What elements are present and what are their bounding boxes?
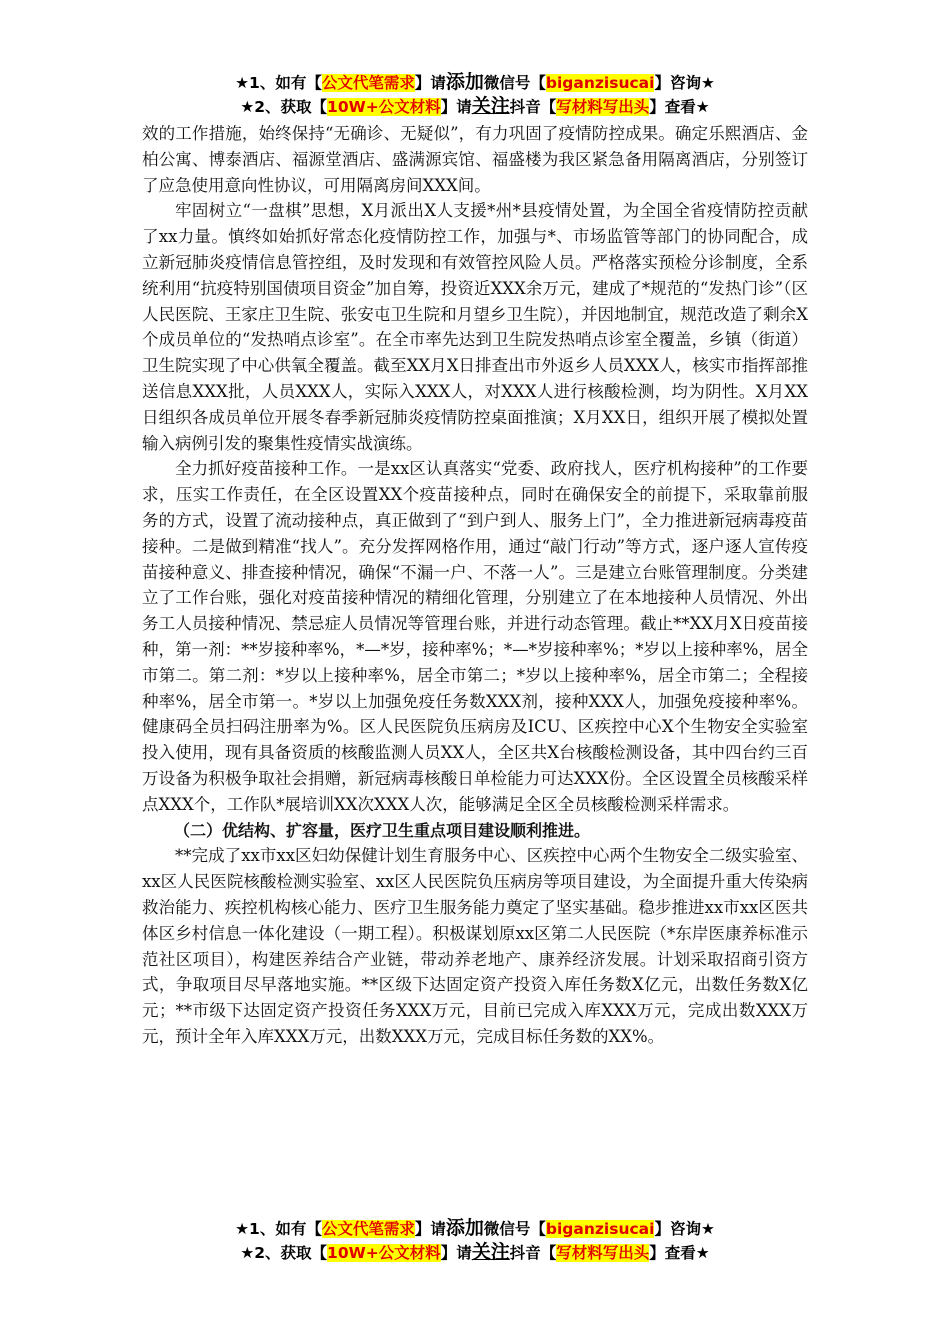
banner-text: 微信号【 <box>483 1220 546 1238</box>
paragraph-key-projects: **完成了xx市xx区妇幼保健计划生育服务中心、区疾控中心两个生物安全二级实验室、xx区人民医院核酸检测实验室、xx区人民医院负压病房等项目建设，为全面提升重大传染病救治能力、疾控机构核心能力、医疗卫生服务能力奠定了坚实基础。稳步推进xx市xx区医共体区乡村信息一体化建设（一期工程）。积极谋划原xx区第二人民医院（*东岸医康养标准示范社区项目），构建医养结合产业链，带动养老地产、康养经济发展。计划采取招商引资方式，争取项目尽早落地实施。**区级下达固定资产投资入库任务数X亿元，出数任务数X亿元；**市级下达固定资产投资任务XXX万元，目前已完成入库XXX万元，完成出数XXX万元，预计全年入库XXX万元，出数XXX万元，完成目标任务数的XX%。 <box>142 846 808 1046</box>
banner-text: 抖音【 <box>509 98 557 116</box>
banner-text: 】请 <box>440 98 472 116</box>
section-heading: （二）优结构、扩容量，医疗卫生重点项目建设顺利推进。 <box>174 820 591 840</box>
banner-text: 】咨询★ <box>654 74 715 92</box>
banner-highlight: 公文代笔需求 <box>321 74 415 92</box>
banner-emphasis: 关注 <box>471 95 510 117</box>
wechat-id-highlight: biganzisucai <box>545 74 655 92</box>
banner-text: ★1、如有【 <box>235 74 322 92</box>
banner-emphasis: 关注 <box>471 1241 510 1263</box>
bottom-banner-line-2 <box>142 1240 808 1265</box>
banner-text: 】请 <box>414 1220 446 1238</box>
banner-text: 】请 <box>440 1244 472 1262</box>
banner-highlight: 10W+公文材料 <box>327 1244 441 1262</box>
banner-text: 抖音【 <box>509 1244 557 1262</box>
top-banner-line-1 <box>142 70 808 95</box>
bottom-banner-line-1 <box>142 1216 808 1241</box>
banner-text: ★2、获取【 <box>240 98 328 116</box>
top-banner-line-2 <box>142 94 808 119</box>
banner-highlight: 公文代笔需求 <box>321 1220 415 1238</box>
banner-text: 】咨询★ <box>654 1220 715 1238</box>
banner-text: 】请 <box>414 74 446 92</box>
banner-text: ★2、获取【 <box>240 1244 328 1262</box>
banner-text: ★1、如有【 <box>235 1220 322 1238</box>
banner-text: 】查看★ <box>649 1244 710 1262</box>
wechat-id-highlight: biganzisucai <box>545 1220 655 1238</box>
banner-text: 微信号【 <box>483 74 546 92</box>
document-body <box>142 121 808 1050</box>
douyin-id-highlight: 写材料写出头 <box>556 1244 650 1262</box>
paragraph-isolation-hotels: 效的工作措施，始终保持“无确诊、无疑似”，有力巩固了疫情防控成果。确定乐熙酒店、金柏公寓、博泰酒店、福源堂酒店、盛满源宾馆、福盛楼为我区紧急备用隔离酒店，分别签订了应急使用意向性协议，可用隔离房间XXX间。 <box>142 124 808 195</box>
banner-emphasis: 添加 <box>445 71 484 93</box>
paragraph-vaccination: 全力抓好疫苗接种工作。一是xx区认真落实“党委、政府找人，医疗机构接种”的工作要求，压实工作责任，在全区设置XX个疫苗接种点，同时在确保安全的前提下，采取靠前服务的方式，设置了流动接种点，真正做到了“到户到人、服务上门”，全力推进新冠病毒疫苗接种。二是做到精准“找人”。充分发挥网格作用，通过“敲门行动”等方式，逐户逐人宣传疫苗接种意义、排查接种情况，确保“不漏一户、不落一人”。三是建立台账管理制度。分类建立了工作台账，强化对疫苗接种情况的精细化管理，分别建立了在本地接种人员情况、外出务工人员接种情况、禁忌症人员情况等管理台账，并进行动态管理。截止**XX月X日疫苗接种，第一剂：**岁接种率%，*—*岁，接种率%；*—*岁接种率%；*岁以上接种率%，居全市第二。第二剂：*岁以上接种率%，居全市第二；*岁以上接种率%，居全市第二；全程接种率%，居全市第一。*岁以上加强免疫任务数XXX剂，接种XXX人，加强免疫接种率%。健康码全员扫码注册率为%。区人民医院负压病房及ICU、区疾控中心X个生物安全实验室投入使用，现有具备资质的核酸监测人员XX人，全区共X台核酸检测设备，其中四台约三百万设备为积极争取社会捐赠，新冠病毒核酸日单检能力可达XXX份。全区设置全员核酸采样点XXX个，工作队*展培训XX次XXX人次，能够满足全区全员核酸检测采样需求。 <box>142 459 808 814</box>
banner-text: 】查看★ <box>649 98 710 116</box>
banner-highlight: 10W+公文材料 <box>327 98 441 116</box>
paragraph-epidemic-control: 牢固树立“一盘棋”思想，X月派出X人支援*州*县疫情处置，为全国全省疫情防控贡献了xx力量。慎终如始抓好常态化疫情防控工作，加强与*、市场监管等部门的协同配合，成立新冠肺炎疫情信息管控组，及时发现和有效管控风险人员。严格落实预检分诊制度，全系统利用“抗疫特别国债项目资金”加自筹，投资近XXX余万元，建成了*规范的“发热门诊”（区人民医院、王家庄卫生院、张安屯卫生院和月望乡卫生院），并因地制宜，规范改造了剩余X个成员单位的“发热哨点诊室”。在全市率先达到卫生院发热哨点诊室全覆盖，乡镇（街道）卫生院实现了中心供氧全覆盖。截至XX月X日排查出市外返乡人员XXX人，核实市指挥部推送信息XXX批，人员XXX人，实际入XXX人，对XXX人进行核酸检测，均为阴性。X月XX日组织各成员单位开展冬春季新冠肺炎疫情防控桌面推演；X月XX日，组织开展了模拟处置输入病例引发的聚集性疫情实战演练。 <box>142 201 808 453</box>
banner-emphasis: 添加 <box>445 1217 484 1239</box>
douyin-id-highlight: 写材料写出头 <box>556 98 650 116</box>
